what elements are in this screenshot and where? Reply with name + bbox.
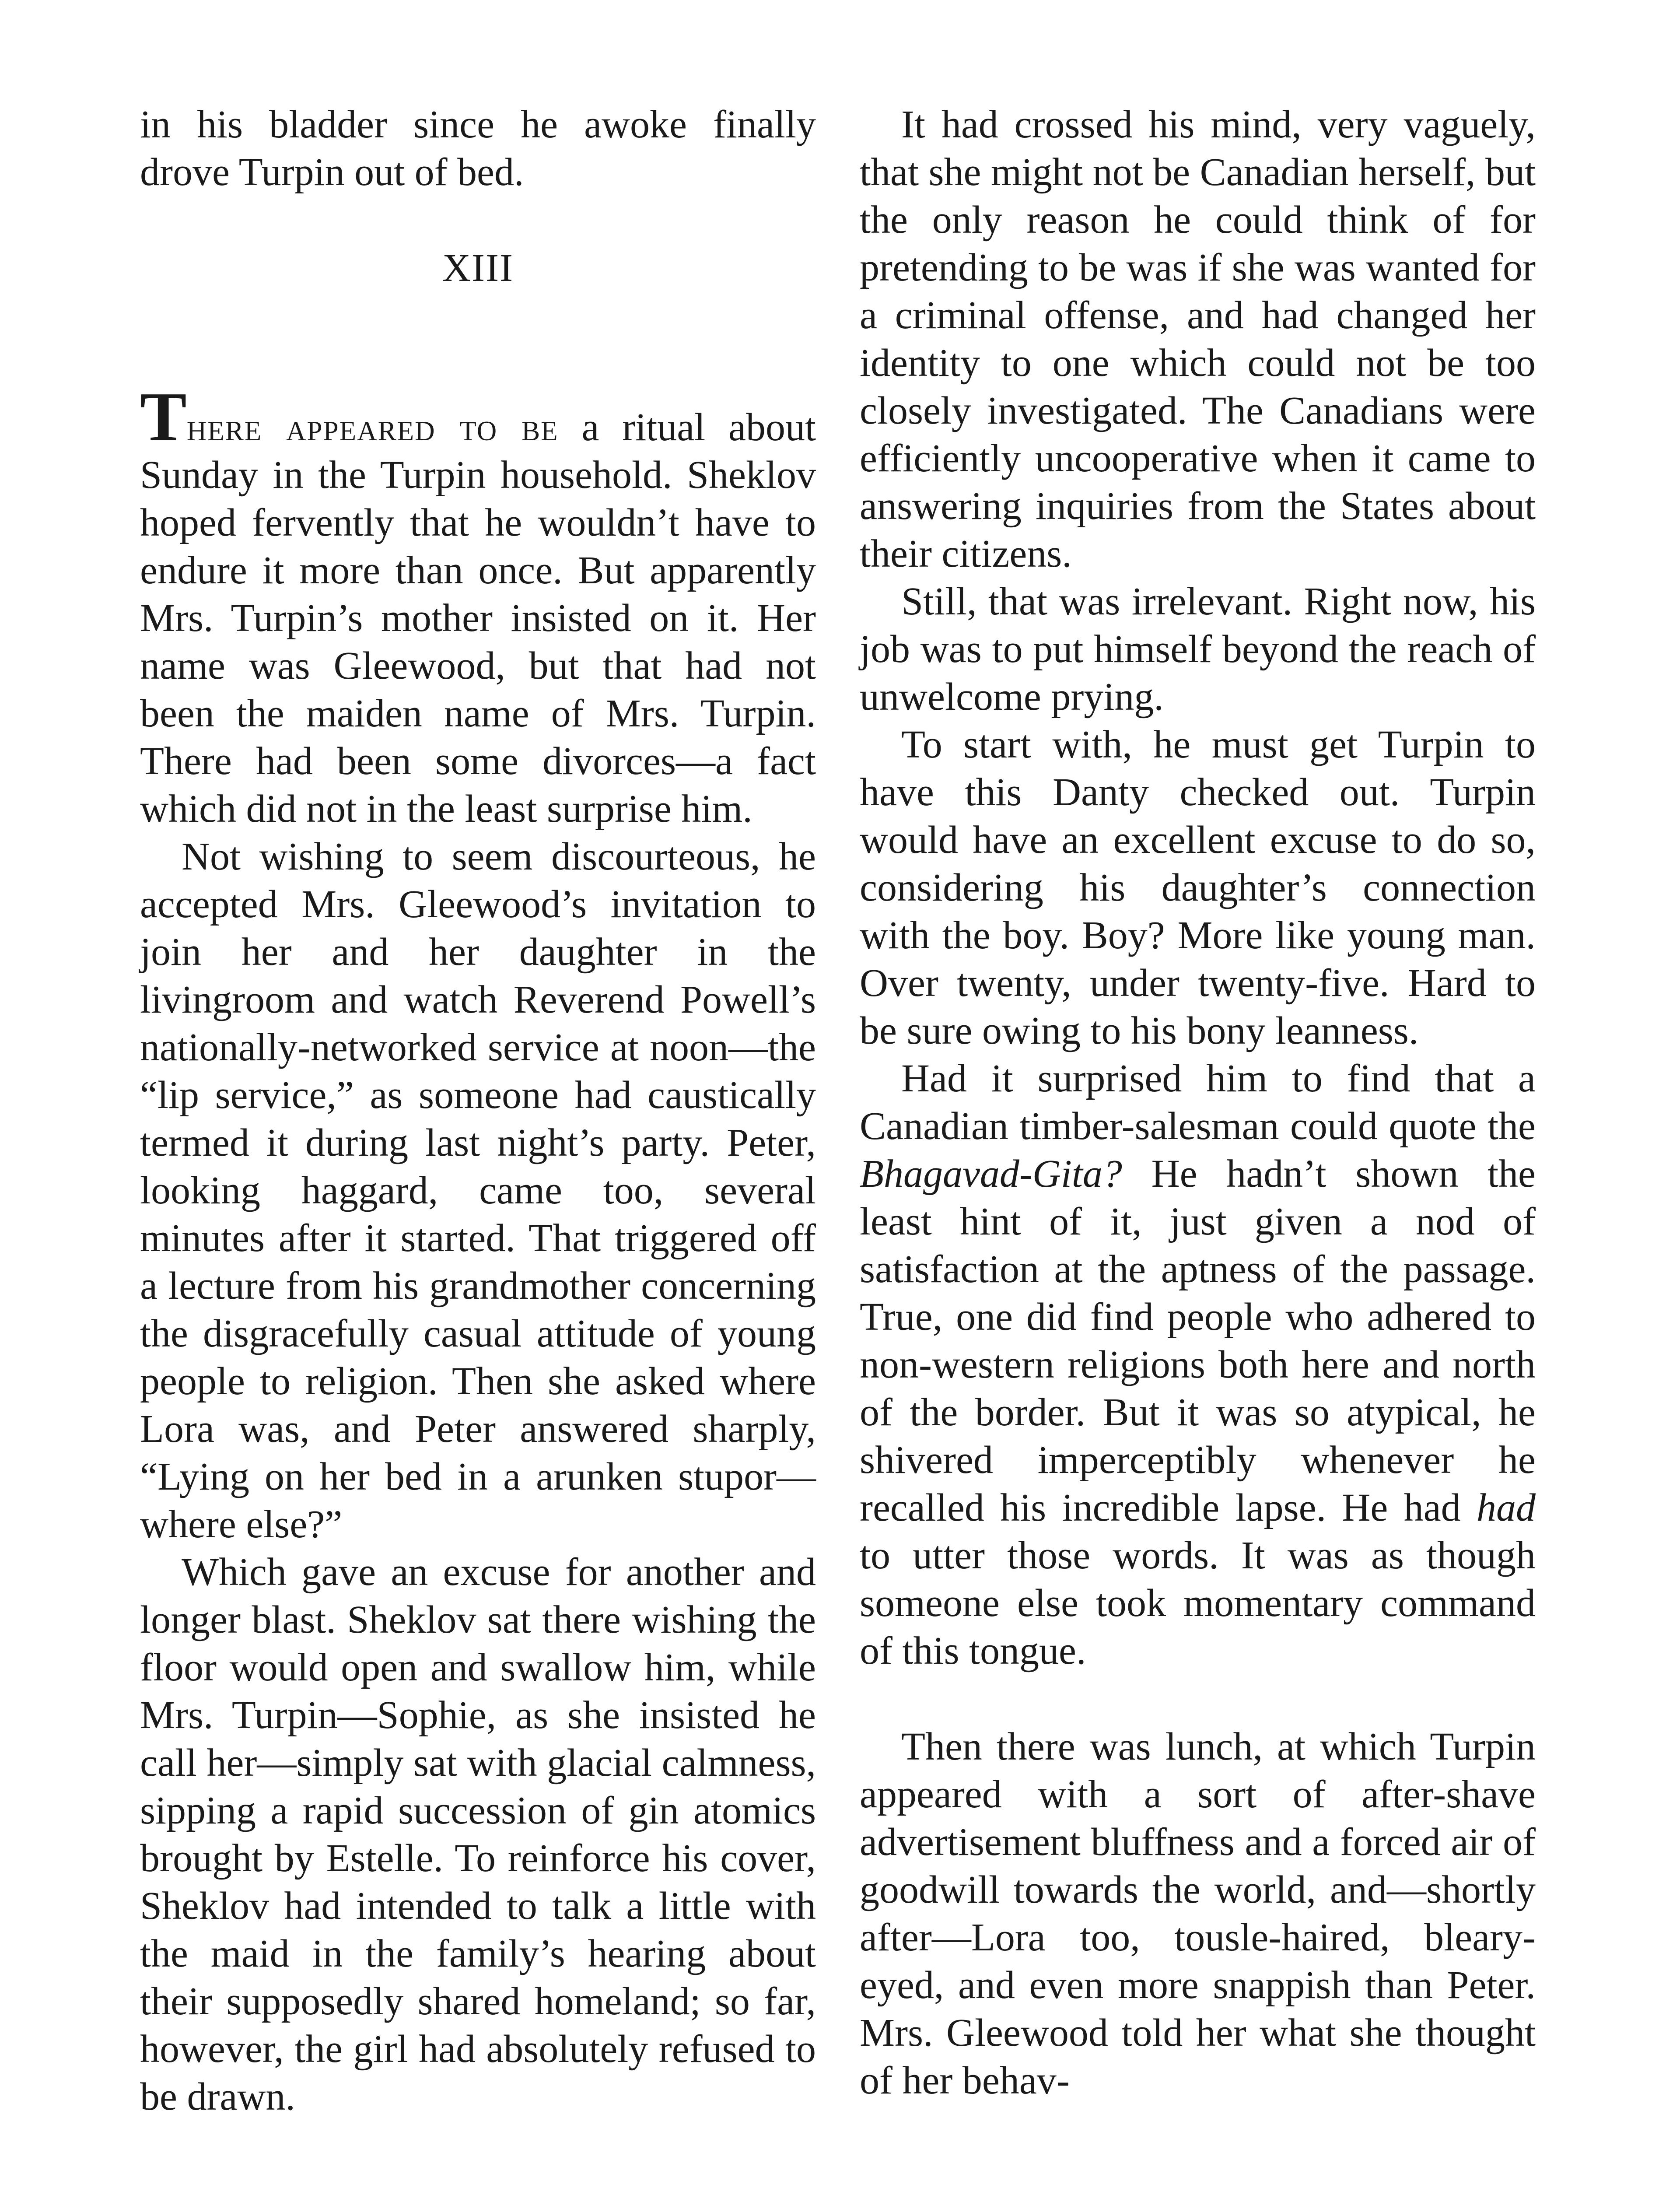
paragraph-canadian: It had crossed his mind, very vaguely, that she might not be Canadian herself, but the only reason he could think of for pretending to be was if she was wanted for a criminal offense, and had changed her identity to one which could not be too closely investigated. The Canadians were efficiently uncooperative when it came to answering inquiries from the States about their citizens. <box>860 103 1536 575</box>
gita-title: Bhagavad-Gita? <box>860 1152 1122 1196</box>
paragraph-discourteous: Not wishing to seem discourteous, he accepted Mrs. Gleewood’s invitation to join her and her daughter in the livingroom and watch Reverend Powell’s nationally-networked service at noon—the “lip service,” as someone had caustically termed it during last night’s party. Peter, looking haggard, came too, several minutes after it started. That triggered off a lecture from his grandmother concerning the disgracefully casual attitude of young people to religion. Then she asked where Lora was, and Peter answered sharply, “Lying on her bed in a arunken stupor—where else?” <box>140 835 816 1546</box>
paragraph-bhagavad-gita <box>860 1055 1536 1675</box>
opening-paragraph <box>140 378 816 833</box>
gita-text-before: Had it surprised him to find that a Canadian timber-salesman could quote the <box>860 1057 1536 1148</box>
left-column <box>140 101 816 2121</box>
gita-text-middle: He hadn’t shown the least hint of it, just given a nod of satisfaction at the aptness of the passage. True, one did find people who adhered to non-western religions both here and north of the border. But it was so atypical, he shivered imperceptibly whenever he recalled his incredible lapse. He had <box>860 1152 1536 1529</box>
opening-text: a ritual about Sunday in the Turpin household. Sheklov hoped fervently that he wouldn’t have to endure it more than once. But apparently Mrs. Turpin’s mother insisted on it. Her name was Gleewood, but that had not been the maiden name of Mrs. Turpin. There had been some divorces—a fact which did not in the least surprise him. <box>140 406 816 831</box>
continuation-paragraph: in his bladder since he awoke finally drove Turpin out of bed. <box>140 103 816 194</box>
paragraph-irrelevant: Still, that was irrelevant. Right now, his job was to put himself beyond the reach of unwelcome prying. <box>860 580 1536 719</box>
chapter-heading: XIII <box>442 246 514 290</box>
paragraph-danty: To start with, he must get Turpin to have this Danty checked out. Turpin would have an excellent excuse to do so, considering his daughter’s connection with the boy. Boy? More like young man. Over twenty, under twenty-five. Hard to be sure owing to his bony leanness. <box>860 723 1536 1052</box>
emphasis-had: had <box>1477 1486 1536 1529</box>
section-break <box>860 1675 1536 1723</box>
chapter-spacer <box>140 292 816 397</box>
small-caps-lead: here appeared to be <box>186 406 559 449</box>
paragraph-lunch: Then there was lunch, at which Turpin appeared with a sort of after-shave advertisement bluffness and a forced air of goodwill towards the world, and—shortly after—Lora too, tousle-haired, bleary-eyed, and even more snappish than Peter. Mrs. Gleewood told her what she thought of her behav- <box>860 1725 1536 2102</box>
drop-cap: T <box>140 378 187 456</box>
paragraph-longer-blast: Which gave an excuse for another and longer blast. Sheklov sat there wishing the floor would open and swallow him, while Mrs. Turpin—Sophie, as she insisted he call her—simply sat with glacial calmness, sipping a rapid succession of gin atomics brought by Estelle. To reinforce his cover, Sheklov had intended to talk a little with the maid in the family’s hearing about their supposedly shared homeland; so far, however, the girl had absolutely refused to be drawn. <box>140 1550 816 2118</box>
gita-text-after: to utter those words. It was as though someone else took momentary command of this tongue. <box>860 1534 1536 1673</box>
right-column <box>860 101 1536 2104</box>
